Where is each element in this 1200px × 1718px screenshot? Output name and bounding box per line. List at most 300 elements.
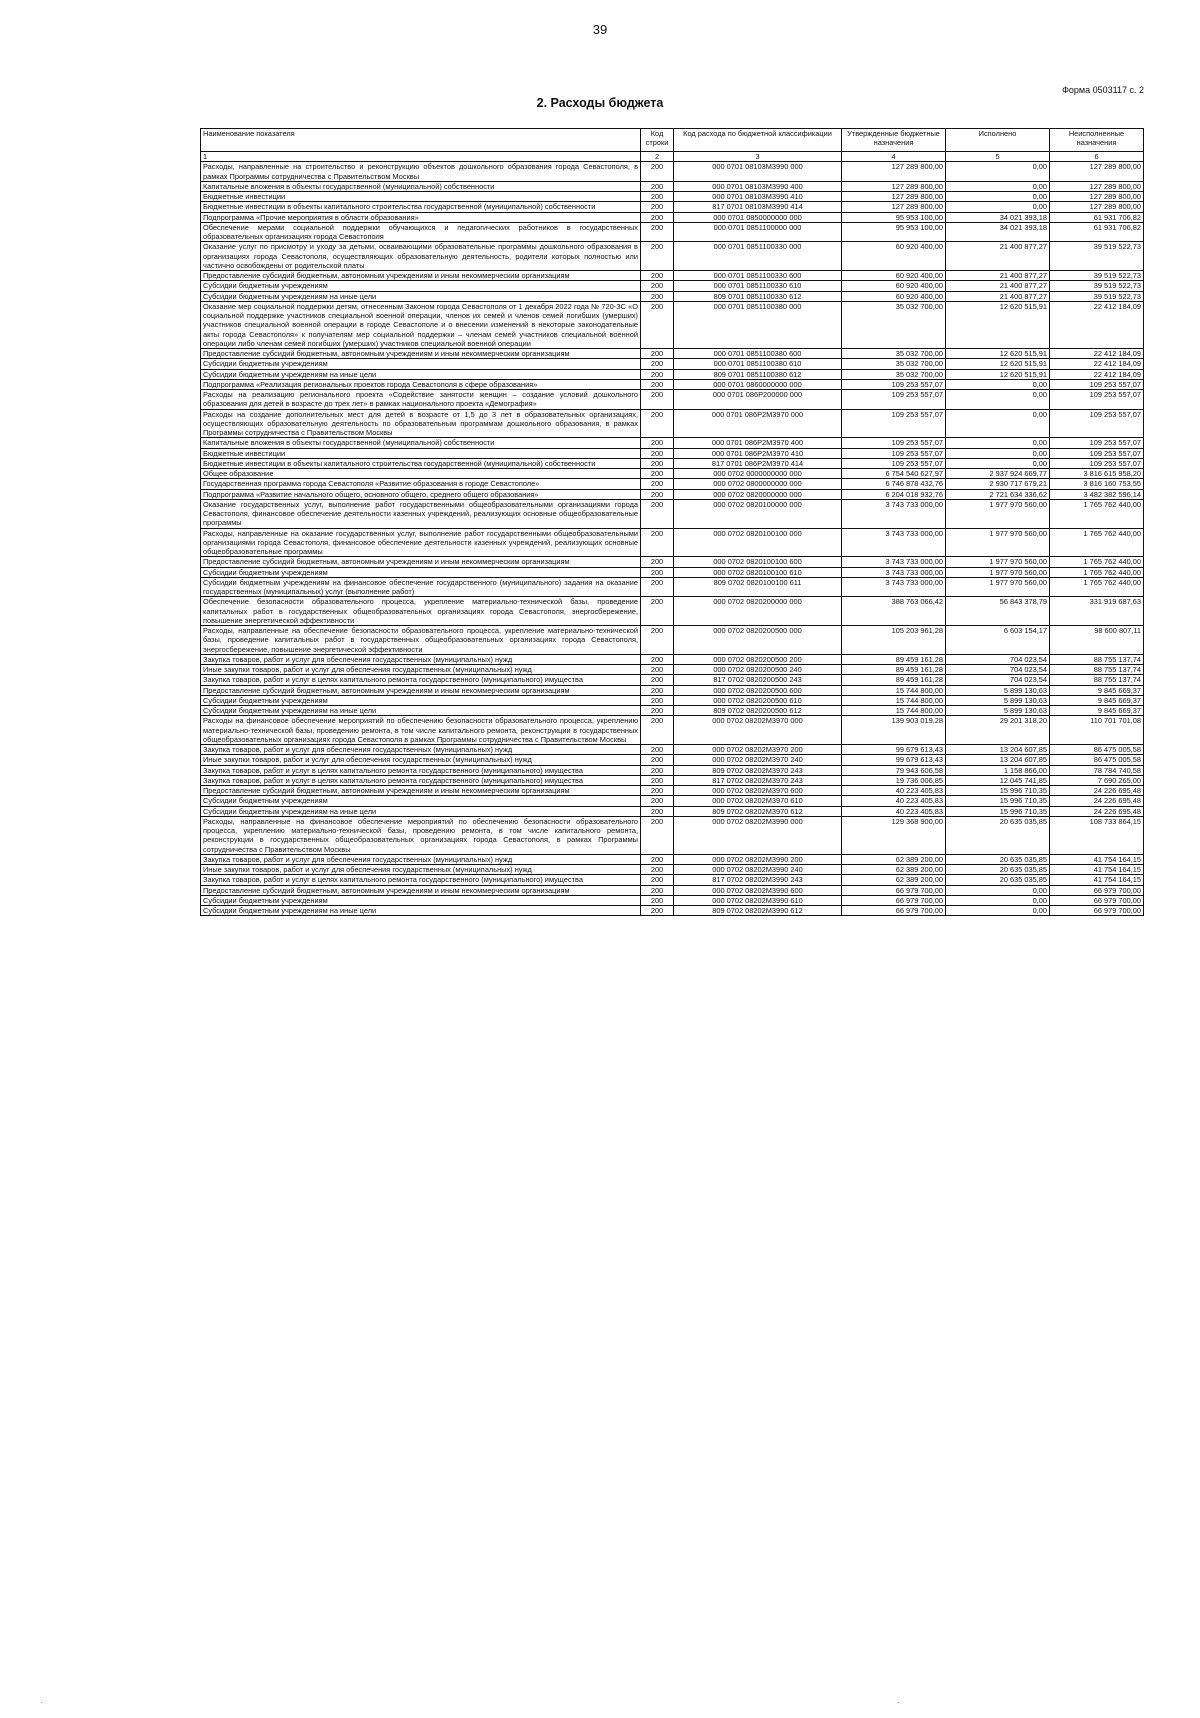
cell-unexecuted: 41 754 164,15: [1050, 854, 1144, 864]
cell-executed: 5 899 130,63: [946, 695, 1050, 705]
cell-approved: 62 389 200,00: [842, 865, 946, 875]
cell-executed: 12 620 515,91: [946, 301, 1050, 348]
cell-line: 200: [641, 706, 674, 716]
cell-executed: 0,00: [946, 906, 1050, 916]
cell-approved: 109 253 557,07: [842, 438, 946, 448]
cell-unexecuted: 1 765 762 440,00: [1050, 567, 1144, 577]
cell-unexecuted: 78 784 740,58: [1050, 765, 1144, 775]
cell-name: Подпрограмма «Развитие начального общего, основного общего, среднего общего образования»: [201, 489, 641, 499]
cell-executed: 0,00: [946, 192, 1050, 202]
cell-name: Обеспечение мерами социальной поддержки обучающихся и педагогических работников в государственных образовательных организациях города Севастополя: [201, 222, 641, 242]
table-body: [201, 162, 1144, 916]
cell-code: 000 0702 0820200500 240: [674, 665, 842, 675]
cell-executed: 0,00: [946, 448, 1050, 458]
cell-executed: 20 635 035,85: [946, 875, 1050, 885]
cell-unexecuted: 22 412 184,09: [1050, 369, 1144, 379]
column-number: 2: [641, 152, 674, 162]
cell-code: 000 0701 08103M3990 410: [674, 192, 842, 202]
table-row: [201, 626, 1144, 655]
cell-name: Бюджетные инвестиции: [201, 192, 641, 202]
cell-name: Предоставление субсидий бюджетным, автономным учреждениям и иным некоммерческим организациям: [201, 349, 641, 359]
cell-approved: 105 203 961,28: [842, 626, 946, 655]
cell-unexecuted: 109 253 557,07: [1050, 409, 1144, 438]
cell-code: 000 0702 08202M3970 000: [674, 716, 842, 745]
cell-code: 000 0701 086P2M3970 410: [674, 448, 842, 458]
cell-line: 200: [641, 796, 674, 806]
cell-line: 200: [641, 755, 674, 765]
cell-executed: 2 937 924 669,77: [946, 469, 1050, 479]
cell-line: 200: [641, 458, 674, 468]
cell-unexecuted: 24 226 695,48: [1050, 806, 1144, 816]
cell-unexecuted: 9 845 669,37: [1050, 685, 1144, 695]
cell-name: Закупка товаров, работ и услуг в целях капитального ремонта государственного (муниципального) имущества: [201, 675, 641, 685]
cell-line: 200: [641, 212, 674, 222]
cell-executed: 1 977 970 560,00: [946, 577, 1050, 597]
cell-executed: 29 201 318,20: [946, 716, 1050, 745]
cell-name: Иные закупки товаров, работ и услуг для обеспечения государственных (муниципальных) нужд: [201, 865, 641, 875]
cell-unexecuted: 61 931 706,82: [1050, 212, 1144, 222]
cell-approved: 3 743 733 000,00: [842, 499, 946, 528]
cell-executed: 1 977 970 560,00: [946, 557, 1050, 567]
cell-line: 200: [641, 291, 674, 301]
cell-line: 200: [641, 654, 674, 664]
cell-name: Оказание услуг по присмотру и уходу за детьми, осваивающими образовательные программы дошкольного образования в организациях города Севастополя, осуществляющих образовательную деятельность, родители которых полностью или частично освобождены от родительской платы: [201, 242, 641, 271]
cell-unexecuted: 109 253 557,07: [1050, 438, 1144, 448]
column-number: 6: [1050, 152, 1144, 162]
cell-code: 817 0702 08202M3970 243: [674, 775, 842, 785]
cell-unexecuted: 1 765 762 440,00: [1050, 577, 1144, 597]
cell-unexecuted: 109 253 557,07: [1050, 390, 1144, 410]
cell-approved: 40 223 405,83: [842, 786, 946, 796]
cell-line: 200: [641, 181, 674, 191]
cell-unexecuted: 3 816 615 958,20: [1050, 469, 1144, 479]
table-row: [201, 479, 1144, 489]
cell-code: 000 0701 0851100380 600: [674, 349, 842, 359]
cell-name: Бюджетные инвестиции в объекты капитального строительства государственной (муниципальной) собственности: [201, 202, 641, 212]
form-code: Форма 0503117 с. 2: [1062, 85, 1144, 95]
cell-name: Предоставление субсидий бюджетным, автономным учреждениям и иным некоммерческим организациям: [201, 786, 641, 796]
cell-approved: 95 953 100,00: [842, 222, 946, 242]
table-row: [201, 567, 1144, 577]
cell-unexecuted: 1 765 762 440,00: [1050, 528, 1144, 557]
table-row: [201, 390, 1144, 410]
cell-code: 000 0702 0820200000 000: [674, 597, 842, 626]
table-row: [201, 222, 1144, 242]
cell-name: Государственная программа города Севастополя «Развитие образования в городе Севастополе»: [201, 479, 641, 489]
table-row: [201, 489, 1144, 499]
cell-code: 000 0702 08202M3970 200: [674, 745, 842, 755]
cell-approved: 40 223 405,83: [842, 796, 946, 806]
cell-code: 817 0701 086P2M3970 414: [674, 458, 842, 468]
cell-approved: 6 746 878 432,76: [842, 479, 946, 489]
table-row: [201, 301, 1144, 348]
cell-line: 200: [641, 626, 674, 655]
cell-executed: 15 996 710,35: [946, 786, 1050, 796]
table-row: [201, 438, 1144, 448]
cell-name: Закупка товаров, работ и услуг для обеспечения государственных (муниципальных) нужд: [201, 854, 641, 864]
cell-code: 000 0702 08202M3970 610: [674, 796, 842, 806]
cell-line: 200: [641, 301, 674, 348]
cell-executed: 12 620 515,91: [946, 369, 1050, 379]
table-row: [201, 577, 1144, 597]
cell-code: 000 0702 08202M3990 600: [674, 885, 842, 895]
cell-approved: 89 459 161,28: [842, 654, 946, 664]
cell-approved: 109 253 557,07: [842, 448, 946, 458]
cell-code: 000 0702 0820200500 200: [674, 654, 842, 664]
table-row: [201, 786, 1144, 796]
cell-line: 200: [641, 192, 674, 202]
header-approved: Утвержденные бюджетные назначения: [842, 129, 946, 152]
cell-approved: 60 920 400,00: [842, 271, 946, 281]
scan-mark: ·: [40, 1697, 44, 1708]
cell-name: Расходы на реализацию регионального проекта «Содействие занятости женщин – создание условий дошкольного образования для детей в возрасте до трех лет» в рамках национального проекта «Демография»: [201, 390, 641, 410]
cell-executed: 15 996 710,35: [946, 796, 1050, 806]
cell-name: Субсидии бюджетным учреждениям: [201, 567, 641, 577]
cell-line: 200: [641, 775, 674, 785]
table-row: [201, 597, 1144, 626]
cell-line: 200: [641, 906, 674, 916]
cell-unexecuted: 127 289 800,00: [1050, 192, 1144, 202]
cell-code: 000 0702 0000000000 000: [674, 469, 842, 479]
cell-executed: 21 400 877,27: [946, 242, 1050, 271]
cell-line: 200: [641, 390, 674, 410]
cell-executed: 20 635 035,85: [946, 816, 1050, 854]
cell-unexecuted: 39 519 522,73: [1050, 291, 1144, 301]
cell-name: Закупка товаров, работ и услуг в целях капитального ремонта государственного (муниципального) имущества: [201, 775, 641, 785]
cell-unexecuted: 127 289 800,00: [1050, 181, 1144, 191]
cell-executed: 0,00: [946, 885, 1050, 895]
cell-code: 000 0702 0820200500 610: [674, 695, 842, 705]
table-row: [201, 665, 1144, 675]
table-row: [201, 654, 1144, 664]
cell-unexecuted: 331 919 687,63: [1050, 597, 1144, 626]
cell-executed: 0,00: [946, 458, 1050, 468]
cell-approved: 127 289 800,00: [842, 192, 946, 202]
cell-executed: 12 045 741,85: [946, 775, 1050, 785]
cell-line: 200: [641, 359, 674, 369]
scan-mark: ·: [896, 1697, 900, 1708]
cell-name: Расходы, направленные на оказание государственных услуг, выполнение работ государственными общеобразовательными организациями города Севастополя, финансовое обеспечение деятельности казенных учреждений, реализующих основные общеобразовательные программы: [201, 528, 641, 557]
cell-line: 200: [641, 786, 674, 796]
table-row: [201, 212, 1144, 222]
cell-approved: 109 253 557,07: [842, 458, 946, 468]
cell-name: Субсидии бюджетным учреждениям на иные цели: [201, 291, 641, 301]
cell-name: Предоставление субсидий бюджетным, автономным учреждениям и иным некоммерческим организациям: [201, 685, 641, 695]
cell-executed: 2 721 634 336,62: [946, 489, 1050, 499]
cell-code: 809 0701 0851100380 612: [674, 369, 842, 379]
cell-unexecuted: 41 754 164,15: [1050, 875, 1144, 885]
cell-name: Субсидии бюджетным учреждениям на иные цели: [201, 369, 641, 379]
table-row: [201, 854, 1144, 864]
cell-executed: 21 400 877,27: [946, 271, 1050, 281]
cell-code: 000 0701 0851100380 000: [674, 301, 842, 348]
cell-unexecuted: 3 816 160 753,55: [1050, 479, 1144, 489]
cell-line: 200: [641, 409, 674, 438]
cell-line: 200: [641, 685, 674, 695]
cell-unexecuted: 24 226 695,48: [1050, 796, 1144, 806]
expenses-table: [200, 128, 1144, 916]
cell-unexecuted: 88 755 137,74: [1050, 675, 1144, 685]
table-row: [201, 499, 1144, 528]
cell-executed: 5 899 130,63: [946, 685, 1050, 695]
cell-approved: 3 743 733 000,00: [842, 577, 946, 597]
cell-line: 200: [641, 349, 674, 359]
cell-code: 809 0702 08202M3970 243: [674, 765, 842, 775]
cell-approved: 19 736 006,85: [842, 775, 946, 785]
cell-line: 200: [641, 528, 674, 557]
cell-line: 200: [641, 489, 674, 499]
cell-name: Расходы, направленные на строительство и реконструкцию объектов дошкольного образования города Севастополя, в рамках Программы сотрудничества с Правительством Москвы: [201, 162, 641, 182]
cell-unexecuted: 9 845 669,37: [1050, 695, 1144, 705]
cell-code: 809 0701 0851100330 612: [674, 291, 842, 301]
cell-line: 200: [641, 885, 674, 895]
cell-code: 817 0702 0820200500 243: [674, 675, 842, 685]
table-row: [201, 349, 1144, 359]
table-header-row: [201, 129, 1144, 152]
cell-name: Иные закупки товаров, работ и услуг для обеспечения государственных (муниципальных) нужд: [201, 665, 641, 675]
cell-unexecuted: 24 226 695,48: [1050, 786, 1144, 796]
cell-unexecuted: 22 412 184,09: [1050, 349, 1144, 359]
cell-executed: 12 620 515,91: [946, 359, 1050, 369]
table-row: [201, 469, 1144, 479]
cell-unexecuted: 1 765 762 440,00: [1050, 557, 1144, 567]
cell-approved: 35 032 700,00: [842, 349, 946, 359]
cell-approved: 62 389 200,00: [842, 854, 946, 864]
cell-code: 000 0701 086P2M3970 400: [674, 438, 842, 448]
table-row: [201, 765, 1144, 775]
cell-approved: 3 743 733 000,00: [842, 567, 946, 577]
cell-executed: 13 204 607,85: [946, 755, 1050, 765]
cell-code: 000 0701 0851100330 610: [674, 281, 842, 291]
table-row: [201, 359, 1144, 369]
cell-code: 809 0702 0820100100 611: [674, 577, 842, 597]
cell-unexecuted: 127 289 800,00: [1050, 162, 1144, 182]
table-row: [201, 816, 1144, 854]
header-executed: Исполнено: [946, 129, 1050, 152]
cell-code: 000 0701 0860000000 000: [674, 379, 842, 389]
cell-unexecuted: 109 253 557,07: [1050, 379, 1144, 389]
table-row: [201, 695, 1144, 705]
cell-name: Капитальные вложения в объекты государственной (муниципальной) собственности: [201, 438, 641, 448]
cell-executed: 0,00: [946, 181, 1050, 191]
table-row: [201, 291, 1144, 301]
cell-unexecuted: 39 519 522,73: [1050, 281, 1144, 291]
cell-code: 000 0701 0850000000 000: [674, 212, 842, 222]
cell-name: Закупка товаров, работ и услуг для обеспечения государственных (муниципальных) нужд: [201, 745, 641, 755]
cell-code: 000 0701 086P200000 000: [674, 390, 842, 410]
cell-line: 200: [641, 865, 674, 875]
cell-code: 000 0702 0820100000 000: [674, 499, 842, 528]
cell-unexecuted: 41 754 164,15: [1050, 865, 1144, 875]
cell-name: Капитальные вложения в объекты государственной (муниципальной) собственности: [201, 181, 641, 191]
cell-executed: 0,00: [946, 409, 1050, 438]
cell-executed: 20 635 035,85: [946, 854, 1050, 864]
cell-executed: 5 899 130,63: [946, 706, 1050, 716]
table-row: [201, 775, 1144, 785]
cell-name: Расходы на создание дополнительных мест для детей в возрасте от 1,5 до 3 лет в образовательных организациях, осуществляющих образовательную деятельность по образовательным программам дошкольного образования, в рамках Программы сотрудничества с Правительством Москвы: [201, 409, 641, 438]
cell-name: Расходы на финансовое обеспечение мероприятий по обеспечению безопасности образовательного процесса, укреплению материально-технической базы, проведению ремонта, в том числе капитального ремонта, реконструкции в государственных общеобразовательных организациях города Севастополя в рамках Программы сотрудничества с Правительством Москвы: [201, 716, 641, 745]
cell-name: Обеспечение безопасности образовательного процесса, укрепление материально-технической базы, проведение капитальных работ в государственных общеобразовательных организациях города Севастополя, энергосбережение, повышение энергетической эффективности: [201, 597, 641, 626]
header-unexecuted: Неисполненные назначения: [1050, 129, 1144, 152]
cell-code: 809 0702 08202M3970 612: [674, 806, 842, 816]
cell-line: 200: [641, 557, 674, 567]
cell-name: Субсидии бюджетным учреждениям на иные цели: [201, 706, 641, 716]
section-title: 2. Расходы бюджета: [536, 96, 664, 110]
cell-line: 200: [641, 469, 674, 479]
cell-executed: 704 023,54: [946, 665, 1050, 675]
table-row: [201, 448, 1144, 458]
cell-line: 200: [641, 448, 674, 458]
cell-approved: 127 289 800,00: [842, 202, 946, 212]
cell-approved: 95 953 100,00: [842, 212, 946, 222]
cell-code: 000 0702 0820200500 600: [674, 685, 842, 695]
cell-name: Оказание государственных услуг, выполнение работ государственными общеобразовательными организациями города Севастополя, финансовое обеспечение деятельности казенных учреждений, реализующих основные общеобразовательные программы: [201, 499, 641, 528]
cell-code: 000 0702 08202M3990 240: [674, 865, 842, 875]
cell-executed: 0,00: [946, 390, 1050, 410]
cell-executed: 56 843 378,79: [946, 597, 1050, 626]
column-number: 1: [201, 152, 641, 162]
cell-executed: 34 021 393,18: [946, 222, 1050, 242]
cell-unexecuted: 9 845 669,37: [1050, 706, 1144, 716]
cell-code: 000 0701 086P2M3970 000: [674, 409, 842, 438]
column-number-row: [201, 152, 1144, 162]
cell-line: 200: [641, 567, 674, 577]
cell-approved: 3 743 733 000,00: [842, 557, 946, 567]
cell-approved: 60 920 400,00: [842, 291, 946, 301]
cell-approved: 6 204 018 932,76: [842, 489, 946, 499]
table-row: [201, 379, 1144, 389]
table-row: [201, 192, 1144, 202]
cell-line: 200: [641, 854, 674, 864]
cell-approved: 35 032 700,00: [842, 359, 946, 369]
cell-name: Субсидии бюджетным учреждениям: [201, 796, 641, 806]
cell-executed: 0,00: [946, 895, 1050, 905]
cell-line: 200: [641, 665, 674, 675]
cell-approved: 60 920 400,00: [842, 281, 946, 291]
cell-approved: 60 920 400,00: [842, 242, 946, 271]
cell-code: 817 0701 08103M3990 414: [674, 202, 842, 212]
cell-line: 200: [641, 895, 674, 905]
cell-name: Подпрограмма «Прочие мероприятия в области образования»: [201, 212, 641, 222]
cell-approved: 66 979 700,00: [842, 906, 946, 916]
cell-line: 200: [641, 875, 674, 885]
cell-executed: 13 204 607,85: [946, 745, 1050, 755]
cell-executed: 6 603 154,17: [946, 626, 1050, 655]
cell-executed: 1 977 970 560,00: [946, 567, 1050, 577]
cell-executed: 34 021 393,18: [946, 212, 1050, 222]
cell-line: 200: [641, 479, 674, 489]
cell-unexecuted: 88 755 137,74: [1050, 665, 1144, 675]
cell-code: 809 0702 0820200500 612: [674, 706, 842, 716]
cell-approved: 62 389 200,00: [842, 875, 946, 885]
cell-name: Иные закупки товаров, работ и услуг для обеспечения государственных (муниципальных) нужд: [201, 755, 641, 765]
cell-name: Закупка товаров, работ и услуг в целях капитального ремонта государственного (муниципального) имущества: [201, 875, 641, 885]
cell-line: 200: [641, 816, 674, 854]
cell-code: 000 0702 08202M3990 000: [674, 816, 842, 854]
column-number: 3: [674, 152, 842, 162]
cell-executed: 0,00: [946, 379, 1050, 389]
column-number: 5: [946, 152, 1050, 162]
cell-unexecuted: 110 701 701,08: [1050, 716, 1144, 745]
table-row: [201, 685, 1144, 695]
cell-code: 809 0702 08202M3990 612: [674, 906, 842, 916]
cell-approved: 89 459 161,28: [842, 665, 946, 675]
cell-approved: 109 253 557,07: [842, 379, 946, 389]
cell-unexecuted: 108 733 864,15: [1050, 816, 1144, 854]
table-row: [201, 242, 1144, 271]
cell-unexecuted: 86 475 005,58: [1050, 745, 1144, 755]
cell-name: Общее образование: [201, 469, 641, 479]
table-row: [201, 409, 1144, 438]
cell-code: 000 0702 08202M3990 610: [674, 895, 842, 905]
table-row: [201, 885, 1144, 895]
cell-unexecuted: 39 519 522,73: [1050, 271, 1144, 281]
table-row: [201, 745, 1144, 755]
header-indicator-name: Наименование показателя: [201, 129, 641, 152]
cell-approved: 109 253 557,07: [842, 390, 946, 410]
cell-approved: 40 223 405,83: [842, 806, 946, 816]
cell-approved: 15 744 800,00: [842, 695, 946, 705]
cell-approved: 129 368 900,00: [842, 816, 946, 854]
cell-line: 200: [641, 369, 674, 379]
cell-code: 000 0702 0820100100 600: [674, 557, 842, 567]
cell-code: 000 0702 08202M3970 600: [674, 786, 842, 796]
cell-unexecuted: 1 765 762 440,00: [1050, 499, 1144, 528]
cell-unexecuted: 66 979 700,00: [1050, 885, 1144, 895]
cell-line: 200: [641, 716, 674, 745]
cell-unexecuted: 88 755 137,74: [1050, 654, 1144, 664]
cell-executed: 0,00: [946, 438, 1050, 448]
cell-approved: 35 032 700,00: [842, 369, 946, 379]
table-row: [201, 906, 1144, 916]
cell-executed: 704 023,54: [946, 654, 1050, 664]
cell-unexecuted: 66 979 700,00: [1050, 895, 1144, 905]
cell-approved: 66 979 700,00: [842, 885, 946, 895]
table-row: [201, 895, 1144, 905]
cell-name: Бюджетные инвестиции в объекты капитального строительства государственной (муниципальной) собственности: [201, 458, 641, 468]
cell-name: Субсидии бюджетным учреждениям: [201, 359, 641, 369]
cell-approved: 35 032 700,00: [842, 301, 946, 348]
table-row: [201, 706, 1144, 716]
cell-code: 000 0701 0851100330 000: [674, 242, 842, 271]
cell-unexecuted: 61 931 706,82: [1050, 222, 1144, 242]
table-row: [201, 796, 1144, 806]
cell-approved: 6 754 540 627,97: [842, 469, 946, 479]
table-row: [201, 755, 1144, 765]
cell-line: 200: [641, 202, 674, 212]
table-row: [201, 202, 1144, 212]
cell-code: 000 0701 0851100380 610: [674, 359, 842, 369]
cell-unexecuted: 109 253 557,07: [1050, 458, 1144, 468]
cell-line: 200: [641, 577, 674, 597]
cell-approved: 127 289 800,00: [842, 181, 946, 191]
table-row: [201, 281, 1144, 291]
cell-unexecuted: 39 519 522,73: [1050, 242, 1144, 271]
cell-line: 200: [641, 597, 674, 626]
cell-executed: 21 400 877,27: [946, 291, 1050, 301]
cell-name: Субсидии бюджетным учреждениям на иные цели: [201, 806, 641, 816]
cell-code: 000 0702 0820200500 000: [674, 626, 842, 655]
cell-executed: 1 977 970 560,00: [946, 528, 1050, 557]
cell-code: 000 0702 0800000000 000: [674, 479, 842, 489]
cell-line: 200: [641, 765, 674, 775]
cell-code: 000 0702 0820100100 000: [674, 528, 842, 557]
cell-code: 000 0701 08103M3990 400: [674, 181, 842, 191]
cell-code: 000 0701 08103M3990 000: [674, 162, 842, 182]
cell-executed: 0,00: [946, 162, 1050, 182]
cell-unexecuted: 66 979 700,00: [1050, 906, 1144, 916]
cell-name: Субсидии бюджетным учреждениям на финансовое обеспечение государственного (муниципального) задания на оказание государственных (муниципальных) услуг (выполнение работ): [201, 577, 641, 597]
